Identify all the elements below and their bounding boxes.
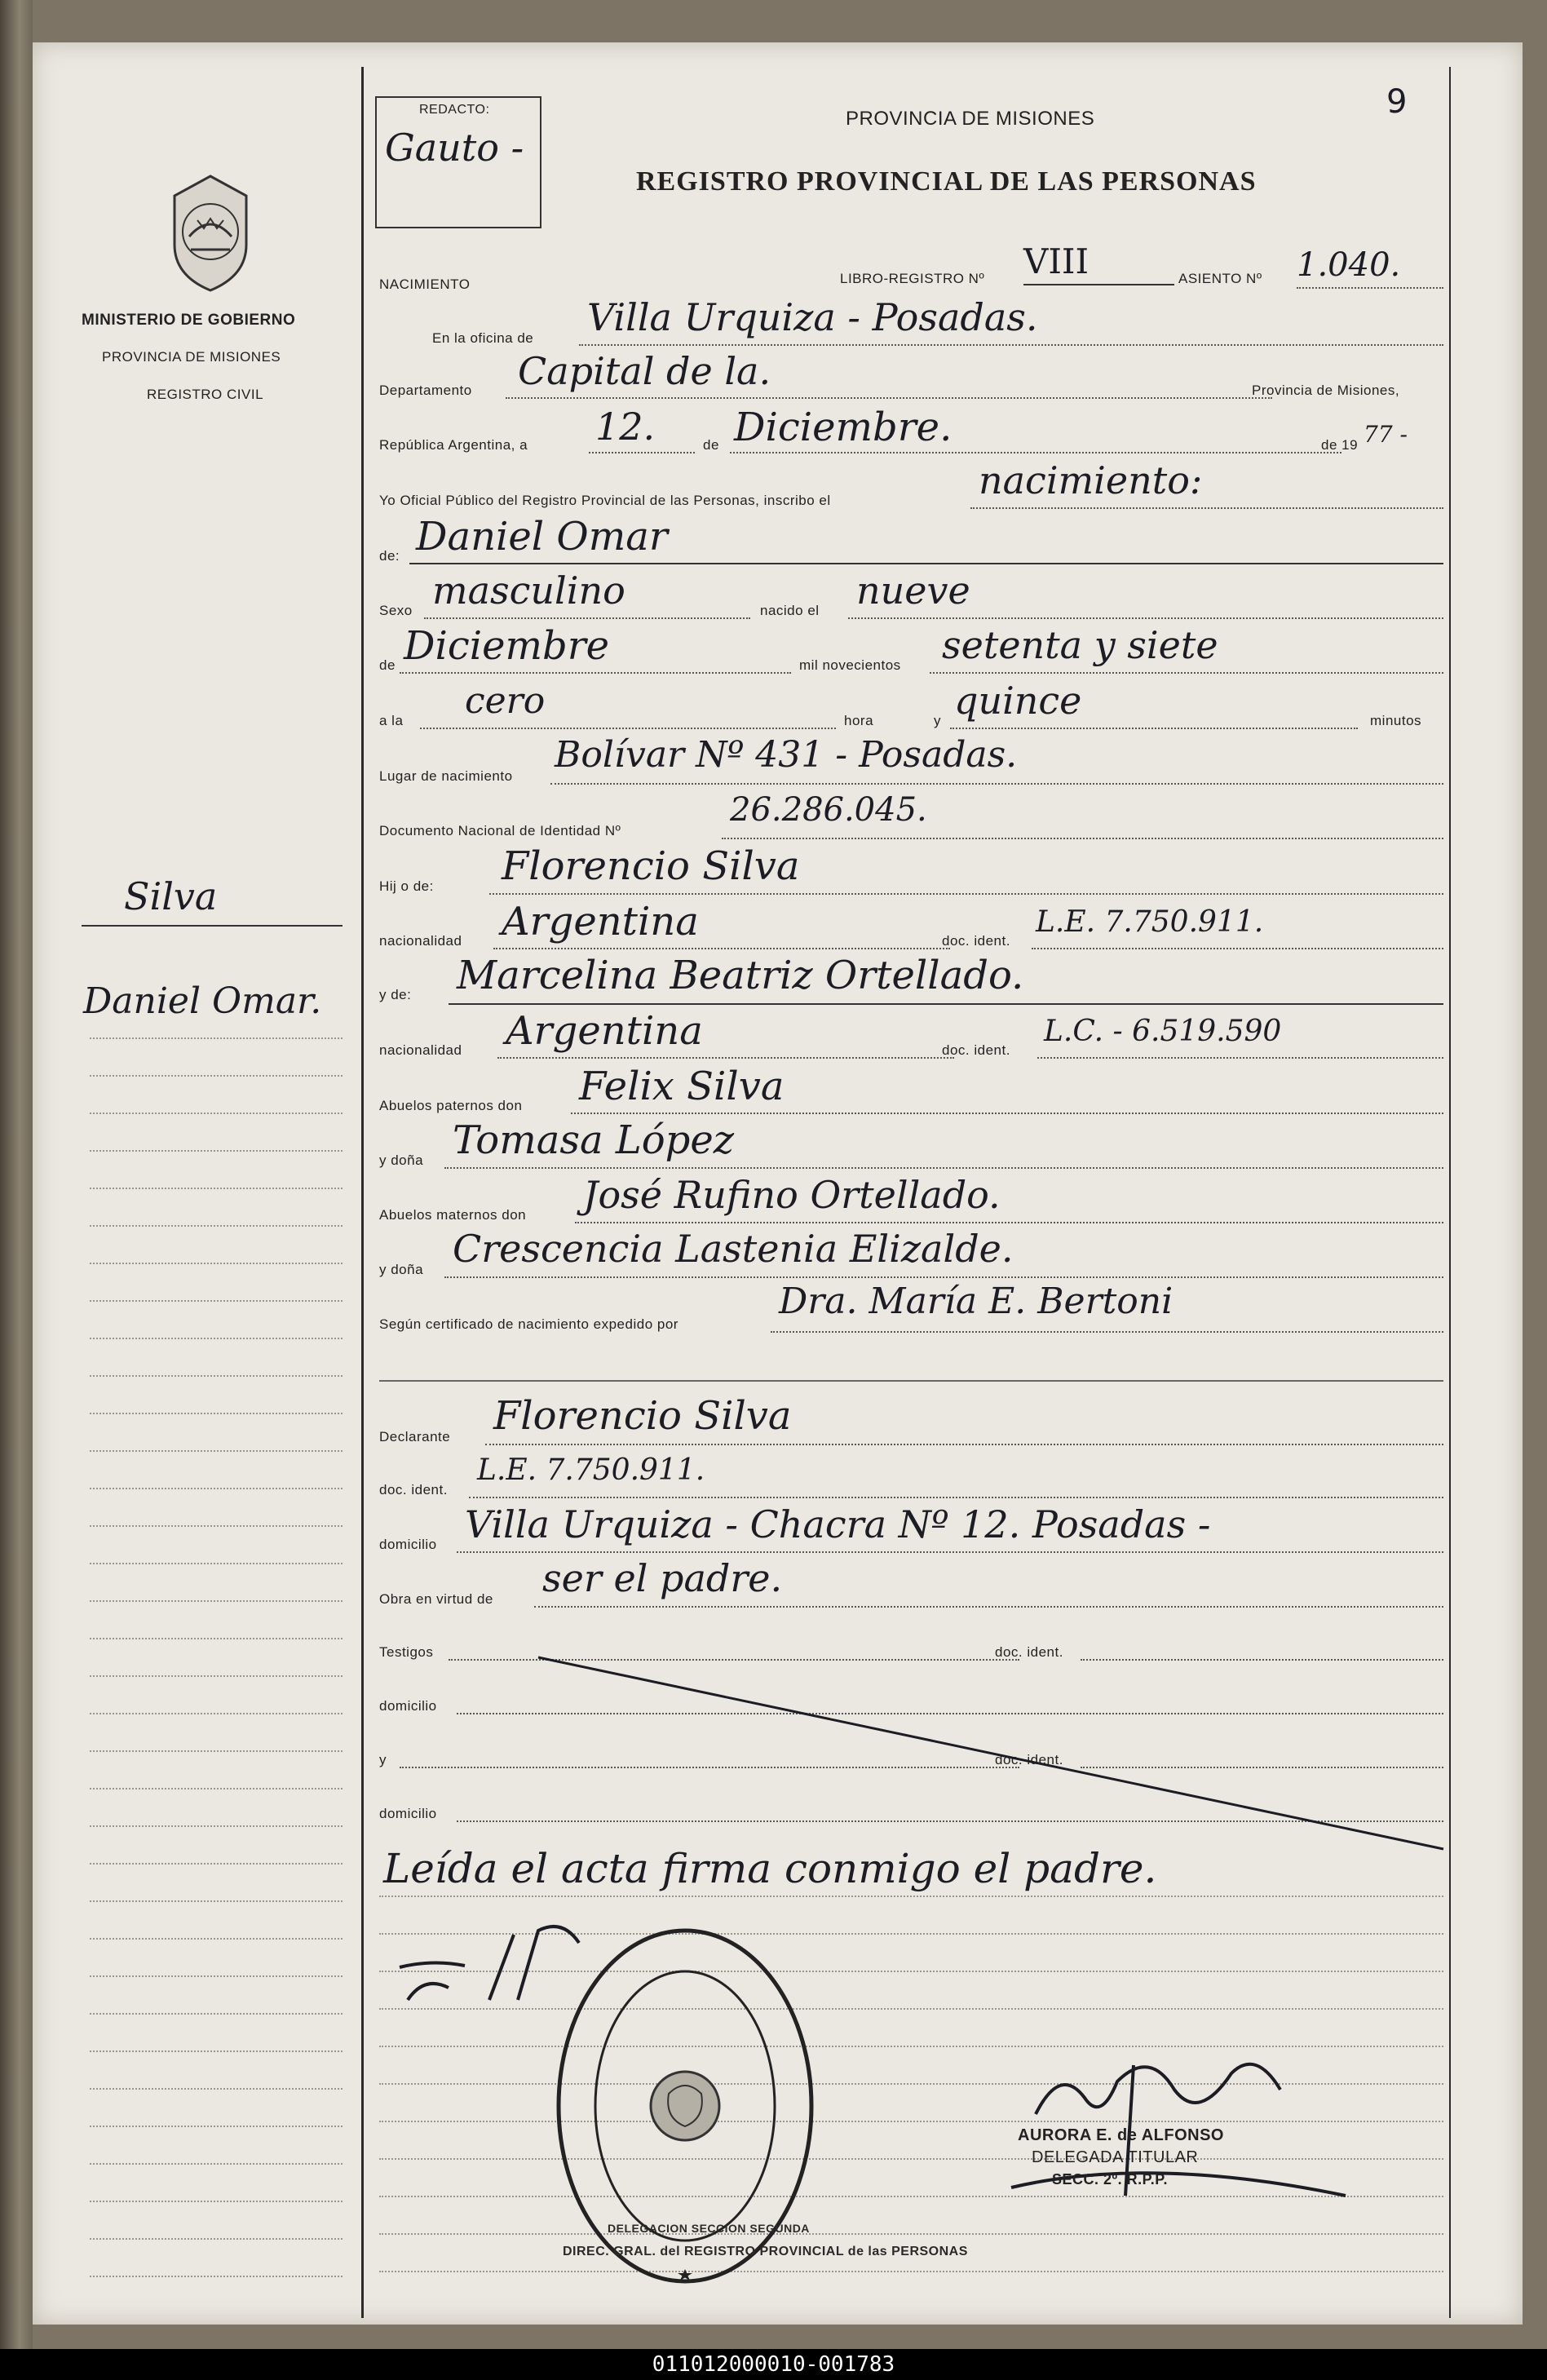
docid2-line — [1037, 1057, 1443, 1059]
dni-line — [722, 838, 1443, 839]
anio-label: de 19 — [1321, 437, 1359, 453]
domicilio2-label: domicilio — [379, 1698, 437, 1714]
oficina-value: Villa Urquiza - Posadas. — [587, 295, 1038, 339]
docid5-label: doc. ident. — [995, 1752, 1063, 1767]
mes-nac-value: Diciembre — [404, 623, 610, 669]
ministry-label: MINISTERIO DE GOBIERNO — [82, 312, 296, 329]
oficina-label: En la oficina de — [432, 330, 534, 346]
lugar-value: Bolívar Nº 431 - Posadas. — [555, 734, 1018, 776]
nac1-label: nacionalidad — [379, 933, 462, 949]
dni-label: Documento Nacional de Identidad Nº — [379, 823, 621, 838]
abuelo-m-line — [575, 1222, 1443, 1223]
abuela-m-value: Crescencia Lastenia Elizalde. — [453, 1227, 1014, 1271]
abuelos-m-label: Abuelos maternos don — [379, 1207, 527, 1223]
registry-stamp — [546, 1918, 824, 2294]
margin-line — [90, 2163, 343, 2165]
nac2-label: nacionalidad — [379, 1042, 462, 1058]
docid1-label: doc. ident. — [942, 933, 1010, 949]
redacto-box — [375, 96, 541, 228]
margin-line — [90, 1338, 343, 1339]
ruled-line — [379, 2233, 1443, 2235]
departamento-label: Departamento — [379, 383, 472, 398]
docid1-value: L.E. 7.750.911. — [1036, 905, 1264, 939]
departamento-line — [506, 397, 1272, 399]
testigos-label: Testigos — [379, 1644, 434, 1660]
margin-line — [90, 2050, 343, 2052]
abuelos-p-label: Abuelos paternos don — [379, 1098, 523, 1113]
abuela-m-line — [444, 1276, 1443, 1278]
abuela-p-line — [444, 1167, 1443, 1169]
province-emblem-icon — [161, 171, 259, 294]
oficina-line — [579, 344, 1443, 346]
obra-label: Obra en virtud de — [379, 1591, 493, 1607]
oficial-label: Yo Oficial Público del Registro Provincial de las Personas, inscribo el — [379, 493, 831, 508]
madre-value: Marcelina Beatriz Ortellado. — [457, 953, 1024, 998]
docid2-label: doc. ident. — [942, 1042, 1010, 1058]
minutos-label: minutos — [1370, 713, 1422, 728]
docid2-value: L.C. - 6.519.590 — [1044, 1015, 1282, 1048]
margin-line — [90, 1863, 343, 1865]
margin-line — [90, 1263, 343, 1264]
ala-label: a la — [379, 713, 404, 728]
lugar-label: Lugar de nacimiento — [379, 768, 513, 784]
nacido-label: nacido el — [760, 603, 820, 618]
domicilio-line — [457, 1551, 1443, 1553]
hijo-label: Hij o de: — [379, 878, 434, 894]
lugar-line — [550, 783, 1443, 785]
margin-line — [90, 1225, 343, 1227]
record-type-label: NACIMIENTO — [379, 276, 471, 292]
margin-line — [90, 1975, 343, 1977]
libro-value: VIII — [1023, 241, 1090, 281]
obra-value: ser el padre. — [542, 1556, 783, 1600]
anio-nac-value: setenta y siete — [942, 623, 1218, 667]
nac1-value: Argentina — [502, 899, 699, 944]
province-title: PROVINCIA DE MISIONES — [846, 108, 1095, 130]
margin-divider — [361, 67, 364, 2318]
delegate-name: AURORA E. de ALFONSO — [1018, 2126, 1224, 2144]
margin-line — [90, 1375, 343, 1377]
domicilio3-label: domicilio — [379, 1806, 437, 1821]
nacido-line — [848, 617, 1443, 619]
province-label: PROVINCIA DE MISIONES — [102, 349, 281, 365]
hora-line — [420, 728, 836, 729]
docid4-label: doc. ident. — [995, 1644, 1063, 1660]
declarante-label: Declarante — [379, 1429, 451, 1444]
margin-line — [90, 1450, 343, 1452]
inscribo-line — [970, 507, 1443, 509]
registry-label: REGISTRO CIVIL — [147, 387, 264, 402]
margin-line — [90, 1675, 343, 1677]
libro-label: LIBRO-REGISTRO Nº — [840, 271, 985, 286]
sexo-label: Sexo — [379, 603, 413, 618]
libro-line — [1023, 284, 1174, 285]
nacido-value: nueve — [856, 568, 970, 613]
certificado-line — [771, 1331, 1443, 1333]
margin-line — [90, 1113, 343, 1114]
departamento-value: Capital de la. — [518, 349, 771, 393]
domicilio-label: domicilio — [379, 1537, 437, 1552]
declarante-value: Florencio Silva — [493, 1393, 792, 1439]
margin-line — [90, 1150, 343, 1152]
docid1-line — [1032, 948, 1443, 949]
abuelo-p-value: Felix Silva — [579, 1064, 785, 1109]
anio-nac-line — [930, 672, 1443, 674]
domicilio-value: Villa Urquiza - Chacra Nº 12. Posadas - — [465, 1502, 1211, 1546]
y-label: y — [934, 713, 941, 728]
asiento-label: ASIENTO Nº — [1178, 271, 1262, 286]
cancel-stroke — [522, 1649, 1460, 1861]
sexo-line — [424, 617, 750, 619]
ruled-line — [379, 2271, 1443, 2272]
margin-line — [90, 1563, 343, 1564]
registry-page — [33, 42, 1523, 2325]
dni-value: 26.286.045. — [730, 791, 927, 829]
nac2-line — [497, 1057, 954, 1059]
nac2-value: Argentina — [506, 1008, 703, 1054]
certificado-value: Dra. María E. Bertoni — [779, 1281, 1174, 1322]
margin-given-names: Daniel Omar. — [83, 980, 322, 1022]
asiento-line — [1297, 287, 1443, 289]
margin-line — [90, 1525, 343, 1527]
nombre-value: Daniel Omar — [416, 514, 668, 560]
certificado-label: Según certificado de nacimiento expedido por — [379, 1316, 678, 1332]
minutos-value: quince — [954, 679, 1082, 723]
margin-line — [90, 1600, 343, 1602]
margin-line — [90, 2013, 343, 2015]
de-label: de — [703, 437, 719, 453]
book-spine — [0, 0, 33, 2349]
redacto-label: REDACTO: — [419, 103, 490, 117]
section-divider — [379, 1380, 1443, 1382]
margin-line — [90, 1788, 343, 1789]
margin-line — [90, 2276, 343, 2277]
hora-label: hora — [844, 713, 874, 728]
nac1-line — [493, 948, 950, 949]
redacto-value: Gauto - — [385, 126, 524, 170]
mes-nac-line — [400, 672, 791, 674]
docid3-line — [469, 1497, 1443, 1498]
yde-label: y de: — [379, 987, 412, 1002]
mil-label: mil novecientos — [799, 657, 901, 673]
margin-line — [90, 1825, 343, 1827]
stamp-inner-text: DELEGACION SECCION SEGUNDA — [608, 2222, 810, 2235]
delegate-title: DELEGADA TITULAR — [1032, 2148, 1199, 2166]
de2-label: de — [379, 657, 396, 673]
padre-value: Florencio Silva — [502, 843, 800, 889]
mes-line — [730, 452, 1341, 453]
minutos-line — [950, 728, 1358, 729]
margin-line — [90, 1938, 343, 1940]
abuelo-m-value: José Rufino Ortellado. — [583, 1173, 1001, 1217]
nombre-line — [409, 563, 1443, 564]
image-caption: 011012000010-001783 — [0, 2349, 1547, 2380]
hora-value: cero — [465, 680, 546, 722]
asiento-value: 1.040. — [1297, 246, 1401, 284]
padre-line — [489, 893, 1443, 895]
ruled-line — [379, 1896, 1443, 1897]
docid3-value: L.E. 7.750.911. — [477, 1453, 705, 1487]
main-title: REGISTRO PROVINCIAL DE LAS PERSONAS — [636, 166, 1257, 197]
docid3-label: doc. ident. — [379, 1482, 448, 1497]
ydona2-label: y doña — [379, 1262, 424, 1277]
margin-line — [90, 1037, 343, 1039]
abuelo-p-line — [571, 1113, 1443, 1114]
margin-line — [90, 1300, 343, 1302]
margin-line — [90, 2126, 343, 2127]
ydona1-label: y doña — [379, 1152, 424, 1168]
page-number: 9 — [1386, 83, 1408, 121]
inscribo-value: nacimiento: — [979, 458, 1203, 502]
declarante-line — [485, 1444, 1443, 1445]
y2-label: y — [379, 1752, 387, 1767]
madre-line — [449, 1003, 1443, 1005]
margin-surname-line — [82, 925, 343, 927]
margin-line — [90, 1075, 343, 1077]
stamp-outer-text: DIREC. GRAL. del REGISTRO PROVINCIAL de las PERSONAS — [563, 2245, 968, 2258]
abuela-p-value: Tomasa López — [453, 1117, 735, 1163]
anio-value: 77 - — [1364, 421, 1408, 448]
closing-text: Leída el acta firma conmigo el padre. — [383, 1845, 1157, 1892]
de-nombre-label: de: — [379, 548, 400, 564]
margin-line — [90, 2201, 343, 2202]
provincia-suffix: Provincia de Misiones, — [1252, 383, 1400, 398]
margin-line — [90, 1713, 343, 1714]
margin-line — [90, 1488, 343, 1489]
margin-line — [90, 1638, 343, 1639]
right-border — [1449, 67, 1451, 2318]
margin-line — [90, 2238, 343, 2240]
margin-line — [90, 1413, 343, 1414]
margin-surname: Silva — [124, 874, 218, 918]
sexo-value: masculino — [432, 568, 625, 613]
dia-value: 12. — [595, 405, 656, 449]
republica-label: República Argentina, a — [379, 437, 528, 453]
delegate-section: SECC. 2º. R.P.P. — [1052, 2171, 1168, 2188]
margin-line — [90, 2088, 343, 2090]
margin-line — [90, 1188, 343, 1189]
obra-line — [534, 1606, 1443, 1608]
mes-value: Diciembre. — [734, 405, 953, 450]
margin-line — [90, 1900, 343, 1902]
margin-line — [90, 1750, 343, 1752]
dia-line — [589, 452, 695, 453]
